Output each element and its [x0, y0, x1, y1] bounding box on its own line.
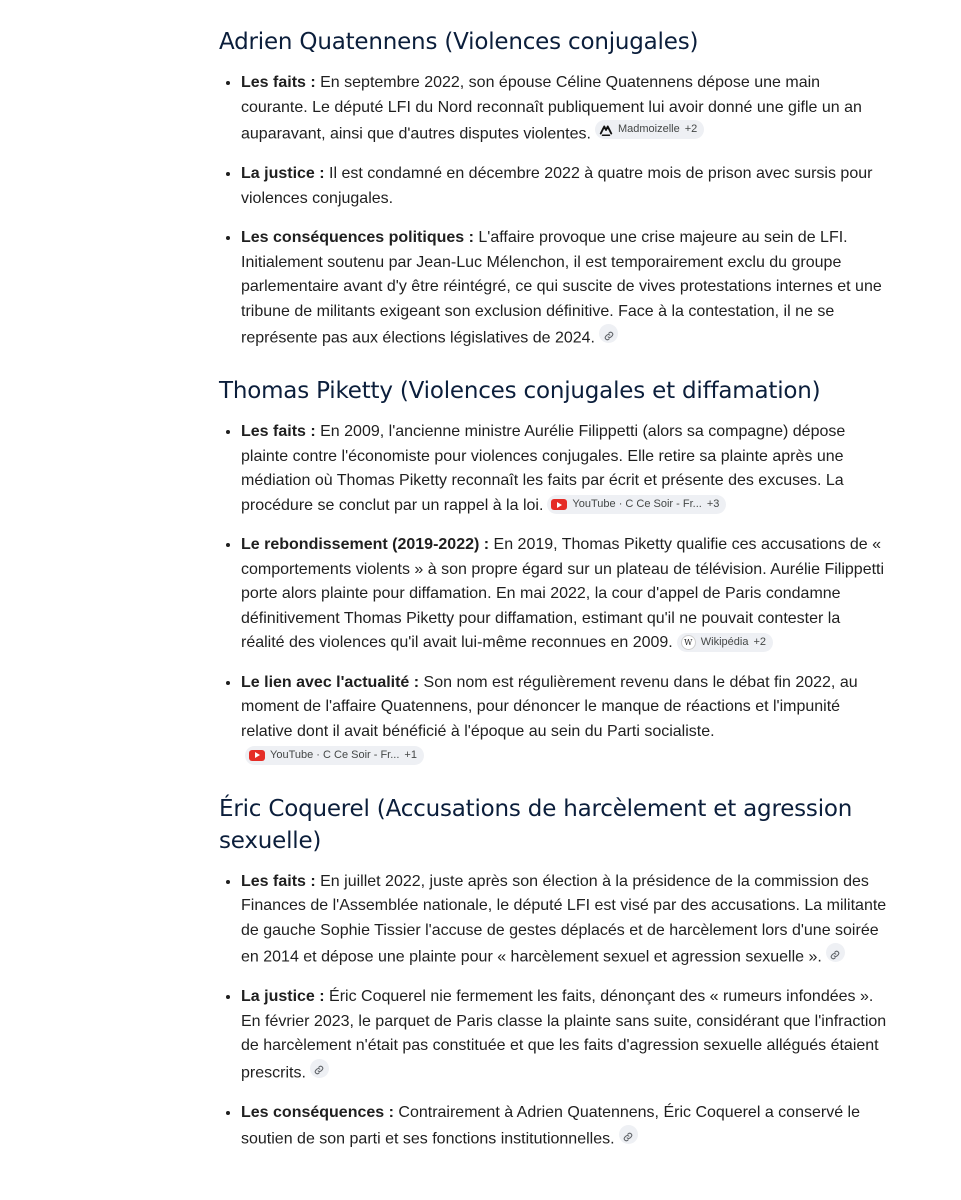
item-text: En septembre 2022, son épouse Céline Quatennens dépose une main courante. Le député LFI du Nord reconnaît publiquement lui avoir donné une gifle un an auparavant, ainsi que d'autres disputes violentes.: [241, 74, 862, 143]
bullet-list: [219, 70, 887, 351]
item-text: Son nom est régulièrement revenu dans le débat fin 2022, au moment de l'affaire Quatennens, pour dénoncer le manque de réactions et l'impunité relative dont il avait bénéficié à l'époque au sein du Parti socialiste.: [241, 673, 858, 740]
source-chip[interactable]: [547, 495, 726, 514]
section-heading: Thomas Piketty (Violences conjugales et diffamation): [219, 378, 821, 404]
list-item: [241, 70, 887, 147]
item-text: Éric Coquerel nie fermement les faits, dénonçant des « rumeurs infondées ». En février 2023, le parquet de Paris classe la plainte sans suite, considérant que l'infraction de harcèlement n'était pas constituée et que les faits d'agression sexuelle allégués étaient prescrits.: [241, 988, 887, 1081]
source-chip[interactable]: [619, 1125, 638, 1144]
link-icon: [314, 1063, 324, 1073]
list-item: [241, 670, 887, 769]
wikipedia-icon: W: [681, 635, 696, 650]
youtube-icon: [551, 499, 567, 510]
chip-more-count: +2: [753, 636, 766, 648]
list-item: [241, 984, 887, 1086]
list-item: [241, 532, 887, 656]
list-item: [241, 161, 887, 211]
chip-more-count: +1: [404, 748, 417, 761]
item-label: Les conséquences politiques :: [241, 229, 474, 246]
item-label: Les faits :: [241, 872, 316, 890]
item-label: La justice :: [241, 165, 325, 182]
chip-source: Wikipédia: [700, 636, 749, 648]
item-label: Le rebondissement (2019-2022) :: [241, 536, 490, 553]
section-heading: Éric Coquerel (Accusations de harcèlement et agression sexuelle): [219, 795, 853, 854]
list-item: [241, 869, 887, 971]
item-text: Il est condamné en décembre 2022 à quatre mois de prison avec sursis pour violences conjugales.: [241, 165, 873, 207]
item-label: Les conséquences :: [241, 1103, 394, 1121]
section-heading: Adrien Quatennens (Violences conjugales): [219, 29, 699, 55]
source-chip[interactable]: [310, 1059, 329, 1078]
list-item: [241, 225, 887, 351]
chip-source: Madmoizelle: [617, 123, 680, 135]
item-label: La justice :: [241, 988, 325, 1005]
item-text: En 2009, l'ancienne ministre Aurélie Filippetti (alors sa compagne) dépose plainte contre l'économiste pour violences conjugales. Elle retire sa plainte après une médiation où Thomas Piketty reconnaît les faits par écrit et présente des excuses. La procédure se conclut par un rappel à la loi.: [241, 423, 846, 514]
item-text: En 2019, Thomas Piketty qualifie ces accusations de « comportements violents » à son propre égard sur un plateau de télévision. Aurélie Filippetti porte alors plainte pour diffamation. En mai 2022, la cour d'appel de Paris condamne définitivement Thomas Piketty pour diffamation, estimant qu'il ne pouvait contester la réalité des violences qu'il avait lui-même reconnues en 2009.: [241, 536, 885, 651]
chip-more-count: +2: [684, 123, 698, 135]
link-icon: [623, 1130, 633, 1140]
bullet-list: [219, 419, 887, 769]
chip-more-count: +3: [706, 498, 720, 510]
source-chip[interactable]: [677, 633, 773, 652]
item-label: Les faits :: [241, 423, 316, 440]
source-chip[interactable]: [245, 746, 424, 765]
bullet-list: [219, 869, 887, 1153]
item-text: L'affaire provoque une crise majeure au sein de LFI. Initialement soutenu par Jean-Luc Mélenchon, il est temporairement exclu du groupe parlementaire avant d'y être réintégré, ce qui suscite de vives protestations internes et une tribune de militants exigeant son exclusion définitive. Face à la contestation, il ne se représente pas aux élections législatives de 2024.: [241, 229, 882, 347]
item-text: En juillet 2022, juste après son élection à la présidence de la commission des Finances de l'Assemblée nationale, le député LFI est visé par des accusations. La militante de gauche Sophie Tissier l'accuse de gestes déplacés et de harcèlement lors d'une soirée en 2014 et dépose une plainte pour « harcèlement sexuel et agression sexuelle ».: [241, 872, 887, 966]
link-icon: [604, 329, 614, 339]
item-text: Contrairement à Adrien Quatennens, Éric Coquerel a conservé le soutien de son parti et ses fonctions institutionnelles.: [241, 1103, 860, 1148]
chip-source: YouTube · C Ce Soir - Fr...: [270, 748, 400, 761]
madmoizelle-icon: [599, 123, 613, 137]
item-label: Le lien avec l'actualité :: [241, 673, 420, 691]
list-item: [241, 1100, 887, 1153]
source-chip[interactable]: [599, 324, 618, 343]
list-item: [241, 419, 887, 518]
source-chip[interactable]: [826, 943, 845, 962]
chip-source: YouTube · C Ce Soir - Fr...: [572, 498, 702, 510]
link-icon: [830, 948, 840, 958]
youtube-icon: [249, 750, 265, 761]
item-label: Les faits :: [241, 74, 316, 91]
response-content: [219, 26, 887, 1176]
source-chip[interactable]: [595, 120, 704, 139]
